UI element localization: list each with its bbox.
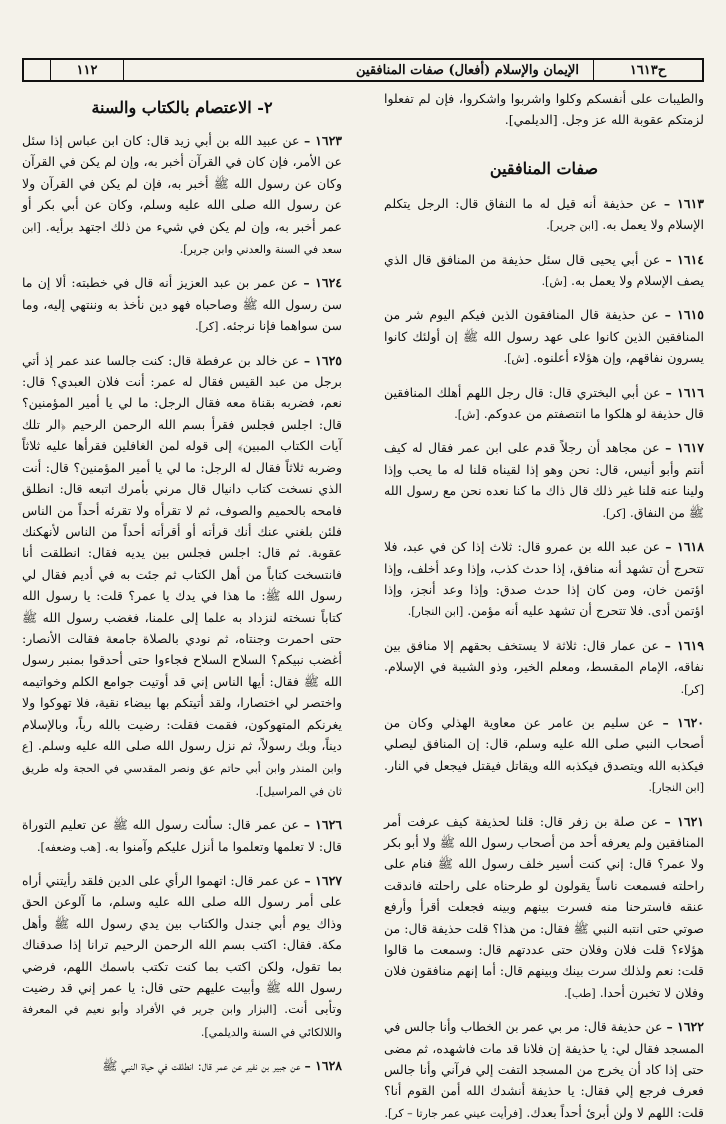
hadith-text: عن حذيفة أنه قيل له ما النفاق قال: الرجل يتكلم الإسلام ولا يعمل به. <box>384 195 704 233</box>
hadith-text: عن عبد الله بن عمرو قال: ثلاث إذا كن في عبد، فلا تتحرج أن تشهد أنه منافق، إذا حدث كذب، وإذا وعد أخلف، وإذا اؤتمن خان، ومن كان إذا حدث صدق: وإذا وعد أنجز، وإذا اؤتمن أدى. فلا تتحرج أن تشهد عليه أنه مؤمن. <box>384 539 704 619</box>
hadith-entry <box>22 130 342 260</box>
hadith-source: [ش]. <box>503 352 530 366</box>
hadith-entry <box>384 811 704 1005</box>
running-title: الإيمان والإسلام (أفعال) صفات المنافقين <box>356 62 579 78</box>
hadith-source: [كر]. <box>602 506 626 520</box>
hadith-number: ١٦٢٥ – <box>303 352 342 368</box>
hadith-entry <box>384 437 704 524</box>
hadith-entry <box>384 1016 704 1124</box>
hadith-entry <box>384 304 704 369</box>
hadith-source: [ابن سعد في السنة والعدني وابن جرير]. <box>22 220 342 257</box>
hadith-source: [ابن النجار]. <box>648 781 704 795</box>
hadith-entry <box>384 249 704 293</box>
hadith-entry <box>384 193 704 237</box>
hadith-number: ١٦٢١ – <box>664 813 704 829</box>
hadith-source: [ش]. <box>541 275 568 289</box>
right-column <box>384 88 705 1120</box>
hadith-number: ١٦١٨ – <box>665 539 704 555</box>
hadith-number: ١٦٢٦ – <box>303 817 342 833</box>
hadith-entry <box>384 712 704 799</box>
hadith-text: عن حذيفة قال المنافقون الذين فيكم اليوم شر من المنافقين الذين كانوا على عهد رسول الله ﷺ إن أولئك كانوا يسرون نفاقهم، وإن هؤلاء أعلنوه. <box>384 307 704 366</box>
hadith-number: ١٦٢٠ – <box>662 714 704 730</box>
hadith-text: عن مجاهد أن رجلاً قدم على ابن عمر فقال له كيف أنتم وأبو أنيس، قال: نحن وهو إذا لقيناه قلنا له ما يحب وإذا ولينا عنه قلنا غير ذلك قال ذاك ما كنا نعده نحن مع رسول الله ﷺ من النفاق. <box>384 440 704 520</box>
hadith-text: عن صلة بن زفر قال: قلنا لحذيفة كيف عرفت أمر المنافقين ولم يعرفه أحد من أصحاب رسول الله ﷺ ولا أبو بكر ولا عمر؟ قال: إني كنت أسير خلف رسول الله ﷺ فنام على راحلته فسمعت ناساً يقولون لو طرحناه على راحلته فاندقت عنقه فاسترحنا منه فسرت بينهم وبينه فجعلت أقرأ وأرفع صوتي حتى انتبه النبي ﷺ فقال: من هذا؟ قلت حذيفة قال: من هؤلاء؟ قلت فلان وفلان حتى عددتهم قال: وسمعت ما قالوا قلت: نعم ولذلك سرت بينك وبينهم قال: أما إنهم منافقون فلان وفلان لا تخبرن أحدا. <box>384 813 704 1000</box>
hadith-source: [ع وابن المنذر وابن أبي حاتم عق ونصر المقدسي في الحجة وله طريق ثان في المراسيل]. <box>22 739 342 798</box>
hadith-entry <box>22 1055 342 1077</box>
hadith-number: ١٦٢٧ – <box>304 873 342 888</box>
hadith-text: عن عمر بن عبد العزيز أنه قال في خطبته: ألا إن ما سن رسول الله ﷺ وصاحباه فهو دين نأخذ به وننتهي إليه، وما سن سواهما فإنا نرجئه. <box>22 275 342 334</box>
header-corner <box>24 60 50 80</box>
hadith-number: ١٦١٧ – <box>665 440 705 456</box>
hadith-text: عن حذيفة قال: مر بي عمر بن الخطاب وأنا جالس في المسجد فقال لي: يا حذيفة إن فلانا قد مات فاشهده، ثم مضى حتى إذا كاد أن يخرج من المسجد التفت إلي فرآني وأنا جالس فعرف فرجع إلي فقال: يا حذيفة أنشدك الله أمن القوم أنا؟ قلت: اللهم لا ولن أبرئ أحداً بعدك. <box>384 1019 704 1120</box>
hadith-source: [ابن النجار]. <box>407 605 464 619</box>
hadith-source: [كر]. <box>680 682 704 696</box>
hadith-number: ١٦١٩ – <box>664 637 704 653</box>
continued-text: والطيبات على أنفسكم وكلوا واشربوا واشكروا، فإن لم تفعلوا لزمتكم عقوبة الله عز وجل. [الديلمي]. <box>384 91 704 128</box>
hadith-source: [ش]. <box>454 408 480 422</box>
hadith-number: ١٦١٣ – <box>663 195 704 211</box>
hadith-number: ١٦٢٢ – <box>666 1019 704 1035</box>
hadith-text: عن عمر قال: اتهموا الرأي على الدين فلقد رأيتني أراه على أمر رسول الله صلى الله عليه وسلم، ما آلوعن الحق وذاك يوم أبي جندل والكتاب بين يدي رسول الله ﷺ وأهل مكة. فقال: اكتب بسم الله الرحمن الرحيم ترانا إذا صدقناك بما تقول، ولكن اكتب بما كنت تكتب باسمك اللهم، فرضي رسول الله ﷺ وأبيت عليهم حتى قال: يا عمر إني قد رضيت وتأبى أنت. <box>22 873 342 1017</box>
hadith-source: [فرأيت عيني عمر جارتا – كر]. <box>384 1106 523 1120</box>
hadith-text: عن جبير بن نفير عن عمر قال: انطلقت في حياة النبي ﷺ <box>102 1058 305 1074</box>
section-heading: ٢- الاعتصام بالكتاب والسنة <box>91 98 273 117</box>
hadith-entry <box>384 382 704 426</box>
hadith-text: عن سليم بن عامر عن معاوية الهذلي وكان من أصحاب النبي صلى الله عليه وسلم، قال: إن المنافق ليصلي فيكذبه الله ويتصدق فيكذبه الله ويقاتل فيقتل فيجعل في النار. <box>384 714 704 773</box>
hadith-entry <box>22 814 342 858</box>
hadith-entry <box>384 536 704 623</box>
left-column <box>22 88 342 1088</box>
hadith-text: عن أبي يحيى قال سئل حذيفة من المنافق قال الذي يصف الإسلام ولا يعمل به. <box>384 251 704 289</box>
hadith-text: عن عمار قال: ثلاثة لا يستخف بحقهم إلا منافق بين نفاقه، الإمام المقسط، ومعلم الخير، وذو الشيبة في الإسلام. <box>384 637 704 675</box>
section-heading: صفات المنافقين <box>489 158 599 178</box>
page-number: ١١٢ <box>50 60 124 80</box>
hadith-entry <box>22 870 342 1043</box>
hadith-source: [البزار وابن جرير في الأفراد وأبو نعيم في المعرفة واللالكائي في السنة والديلمي]. <box>22 1003 342 1039</box>
hadith-source: [ابن جرير]. <box>546 219 599 233</box>
hadith-number: ١٦٢٣ – <box>304 133 342 148</box>
hadith-source: [كر]. <box>195 320 219 334</box>
hadith-text: عن عبيد الله بن أبي زيد قال: كان ابن عباس إذا سئل عن الأمر، فإن كان في القرآن أخبر به، وإن لم يكن في القرآن وكان عن رسول الله ﷺ أخبر به، فإن لم يكن في القرآن ولا عن رسول الله صلى الله عليه وسلم، وكان عن أبي بكر أو عمر أخبر به، وإن لم يكن في شيء من ذلك اجتهد برأيه. <box>22 133 342 234</box>
hadith-number: ١٦٢٨ – <box>304 1058 342 1074</box>
hadith-text: عن أبي البختري قال: قال رجل اللهم أهلك المنافقين قال حذيفة لو هلكوا ما انتصفتم من عدوكم. <box>384 384 704 422</box>
page-header <box>22 58 704 82</box>
hadith-range-ref: ح١٦١٣ <box>593 60 702 80</box>
hadith-entry <box>22 350 342 803</box>
hadith-number: ١٦١٦ – <box>665 384 704 400</box>
hadith-number: ١٦١٤ – <box>665 251 704 267</box>
hadith-entry <box>384 635 704 700</box>
hadith-text: عن خالد بن عرفطة قال: كنت جالسا عند عمر إذ أتي برجل من عبد القيس فقال له عمر: أنت فلان العبدي؟ قال: نعم، فضربه بقناة معه فقال الرجل: ما لي يا أمير المؤمنين؟ قال: اجلس فجلس فقرأ بسم الله الرحمن الرحيم ﴿الر تلك آيات الكتاب المبين﴾ إلى قوله لمن الغافلين فقرأها عليه ثلاثاً وضربه ثلاثاً فقال له الرجل: ما لي يا أمير المؤمنين؟ قال: أنت الذي نسخت كتاب دانيال قال مرني بأمرك اتبعه قال: انطلق فامحه بالحميم والصوف، ثم لا تقرأه ولا تقرئه أحداً من الناس فلئن بلغني عنك أنك قرأته أو أقرأته أحداً من الناس لأنهكنك عقوبة. ثم قال: اجلس فجلس بين يديه فقال: انطلقت أنا فانتسخت كتاباً من أهل الكتاب ثم جئت به في أديم فقال لي رسول الله ﷺ: ما هذا في يدك يا عمر؟ قلت: يا رسول الله كتاباً نسخته لنزداد به علما إلى علمنا، فغضب رسول الله ﷺ حتى احمرت وجنتاه، ثم نودي بالصلاة جامعة فقالت الأنصار: أغضب نبيكم؟ السلاح السلاح فجاءوا حتى أحدقوا بمنبر رسول الله ﷺ فقال: أيها الناس إني قد أوتيت جوامع الكلم وخواتيمه واختصر لي اختصارا، ولقد أتيتكم بها بيضاء نقية، فلا تهوكوا ولا يغرنكم المتهوكون، فقمت فقلت: رضيت بالله رباً، وبالإسلام ديناً، وبك رسولاً، ثم نزل رسول الله صلى الله عليه وسلم. <box>22 352 342 753</box>
hadith-entry <box>22 272 342 337</box>
hadith-number: ١٦٢٤ – <box>303 275 343 291</box>
hadith-number: ١٦١٥ – <box>664 307 704 323</box>
hadith-text: عن عمر قال: سألت رسول الله ﷺ عن تعليم التوراة قال: لا تعلمها وتعلموا ما أنزل عليكم وآمنوا به. <box>22 817 342 854</box>
hadith-source: [هب وضعفه]. <box>37 840 101 854</box>
hadith-source: [طب]. <box>564 986 596 1000</box>
